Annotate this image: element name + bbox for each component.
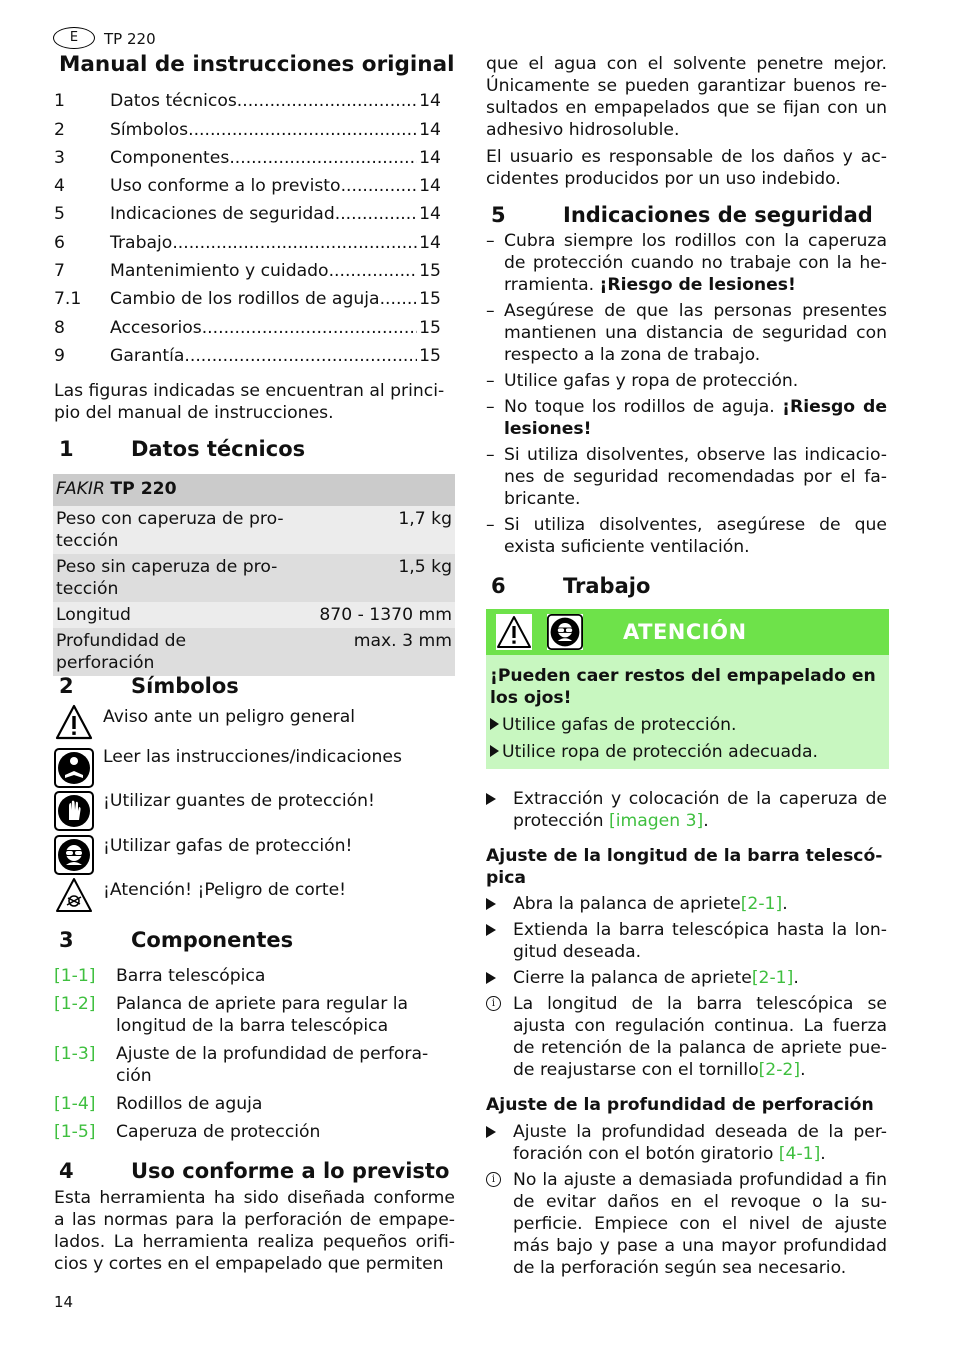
toc-page: 15 — [419, 318, 441, 338]
paragraph: que el agua con el solvente penetre mejor. Únicamente se pueden garantizar buenos re-sultados en empapelados que se fijan con un adhesivo hidrosoluble. — [486, 54, 887, 140]
toc-page: 15 — [419, 261, 441, 281]
header-model: TP 220 — [104, 30, 156, 48]
list-item: – Utilice gafas y ropa de protección. — [486, 370, 887, 392]
model-label: TP 220 — [110, 479, 177, 499]
toc-row[interactable] — [54, 174, 441, 196]
list-item: Abra la palanca de apriete[2-1]. — [486, 893, 887, 915]
list-item: – Cubra siempre los rodillos con la caperuza de protección cuando no trabaje con la he-rramienta. ¡Riesgo de lesiones! — [486, 230, 887, 296]
list-item: [1-5] Caperuza de protección — [54, 1122, 321, 1142]
step-list — [486, 893, 887, 1081]
warning-title: ATENCIÓN — [623, 620, 747, 644]
toc-page: 14 — [419, 120, 441, 140]
toc-title: Datos técnicos — [110, 91, 237, 111]
subsection-heading: Ajuste de la longitud de la barra telescó-pica — [486, 846, 883, 888]
toc-row[interactable] — [54, 202, 441, 224]
toc-page: 15 — [419, 289, 441, 309]
symbol-label: Aviso ante un peligro general — [103, 707, 356, 727]
symbol-label: Leer las instrucciones/indicaciones — [103, 747, 402, 767]
figure-ref-link[interactable]: [1-3] — [54, 1044, 96, 1064]
toc-page: 14 — [419, 91, 441, 111]
toc-title: Garantía — [110, 346, 185, 366]
toc-num: 9 — [54, 346, 65, 366]
toc-page: 14 — [419, 233, 441, 253]
figure-ref-link[interactable]: [imagen 3] — [608, 811, 704, 831]
toc-row[interactable] — [54, 259, 441, 281]
symbol-label: ¡Utilizar gafas de protección! — [103, 836, 353, 856]
toc-title: Indicaciones de seguridad — [110, 204, 335, 224]
info-icon: i — [486, 996, 501, 1011]
figure-ref-link[interactable]: [2-1] — [751, 968, 794, 988]
toc-num: 2 — [54, 120, 65, 140]
list-item: Extracción y colocación de la caperuza de protección [imagen 3]. — [486, 788, 887, 832]
toc-num: 3 — [54, 148, 65, 168]
warning-header — [486, 609, 889, 655]
figure-ref-link[interactable]: [4-1] — [778, 1144, 821, 1164]
list-item: [1-1] Barra telescópica — [54, 966, 266, 986]
safety-list — [486, 230, 887, 558]
toc-title: Símbolos — [110, 120, 189, 140]
table-row: Profundidad de perforación max. 3 mm — [53, 628, 455, 676]
table-header-row — [53, 474, 455, 506]
toc-row[interactable] — [54, 316, 441, 338]
section-heading: 4 Uso conforme a lo previsto — [59, 1159, 450, 1183]
goggles-icon — [547, 614, 583, 650]
section-heading: 6 Trabajo — [491, 574, 651, 598]
paragraph: El usuario es responsable de los daños y ac-cidentes producidos por un uso indebido. — [486, 147, 887, 189]
warning-item: Utilice ropa de protección adecuada. — [490, 741, 886, 763]
components-list — [54, 965, 454, 1143]
step-list — [486, 1121, 887, 1279]
section-heading: 1 Datos técnicos — [59, 437, 306, 461]
toc-num: 8 — [54, 318, 65, 338]
warning-triangle-icon — [55, 704, 93, 745]
list-item: [1-3] Ajuste de la profundidad de perfora-ción — [54, 1044, 429, 1086]
info-note: i No la ajuste a demasiada profundidad a fin de evitar daños en el revoque o la su-perficie. Empiece con el nivel de ajuste más bajo y pase a una mayor profundidad de la perforación según sea necesario. — [486, 1169, 887, 1279]
toc-title: Componentes — [110, 148, 230, 168]
symbol-label: ¡Atención! ¡Peligro de corte! — [103, 880, 347, 900]
list-item: Ajuste la profundidad deseada de la per-foración con el botón giratorio [4-1]. — [486, 1121, 887, 1165]
section-heading: 3 Componentes — [59, 928, 294, 952]
list-item: – Si utiliza disolventes, asegúrese de que exista suficiente ventilación. — [486, 514, 887, 558]
cut-hazard-icon — [55, 877, 93, 918]
figure-ref-link[interactable]: [2-2] — [758, 1060, 801, 1080]
figure-ref-link[interactable]: [1-5] — [54, 1122, 96, 1142]
toc-num: 1 — [54, 91, 65, 111]
list-item: – No toque los rodillos de aguja. ¡Riesgo de lesiones! — [486, 396, 887, 440]
figure-ref-link[interactable]: [1-2] — [54, 994, 96, 1014]
table-row: Peso sin caperuza de pro-tección 1,5 kg — [53, 554, 455, 602]
toc-title: Trabajo — [110, 233, 173, 253]
brand-label: FAKIR — [56, 479, 105, 499]
list-item: – Si utiliza disolventes, observe las indicacio-nes de seguridad recomendadas por el fa-bricante. — [486, 444, 887, 510]
toc-title: Mantenimiento y cuidado — [110, 261, 329, 281]
list-item: Cierre la palanca de apriete[2-1]. — [486, 967, 887, 989]
toc-page: 14 — [419, 204, 441, 224]
toc-row[interactable] — [54, 344, 441, 366]
symbol-label: ¡Utilizar guantes de protección! — [103, 791, 375, 811]
warning-triangle-icon — [496, 614, 532, 650]
section-heading: 2 Símbolos — [59, 674, 239, 698]
list-item: [1-2] Palanca de apriete para regular la longitud de la barra telescópica — [54, 994, 409, 1036]
toc-num: 7.1 — [54, 289, 82, 309]
toc-row[interactable] — [54, 118, 441, 140]
list-item: Extienda la barra telescópica hasta la lon-gitud deseada. — [486, 919, 887, 963]
toc-num: 4 — [54, 176, 65, 196]
goggles-icon — [54, 835, 94, 880]
toc-num: 6 — [54, 233, 65, 253]
info-note: i La longitud de la barra telescópica se ajusta con regulación continua. La fuerza de retención de la palanca de apriete pue-de reajustarse con el tornillo[2-2]. — [486, 993, 887, 1081]
list-item: – Asegúrese de que las personas presentes mantienen una distancia de seguridad con respecto a la zona de trabajo. — [486, 300, 887, 366]
step-list — [486, 788, 887, 832]
toc-num: 5 — [54, 204, 65, 224]
page-number: 14 — [54, 1293, 74, 1311]
toc-page: 14 — [419, 148, 441, 168]
figure-ref-link[interactable]: [2-1] — [740, 894, 783, 914]
language-badge: E — [53, 27, 95, 49]
figures-note: Las figuras indicadas se encuentran al princi-pio del manual de instrucciones. — [54, 381, 445, 423]
table-row: Longitud 870 - 1370 mm — [53, 602, 455, 628]
toc-title: Cambio de los rodillos de aguja — [110, 289, 380, 309]
table-row: Peso con caperuza de pro-tección 1,7 kg — [53, 506, 455, 554]
page-title: Manual de instrucciones original — [59, 52, 455, 77]
gloves-icon — [54, 791, 94, 836]
toc-row[interactable] — [54, 146, 441, 168]
toc-title: Uso conforme a lo previsto — [110, 176, 341, 196]
toc-row[interactable] — [54, 231, 441, 253]
toc-row[interactable] — [54, 287, 441, 309]
list-item: [1-4] Rodillos de aguja — [54, 1094, 263, 1114]
read-manual-icon — [54, 748, 94, 793]
toc-title: Accesorios — [110, 318, 202, 338]
subsection-heading: Ajuste de la profundidad de perforación — [486, 1095, 874, 1115]
technical-data-table — [53, 474, 455, 676]
toc-row[interactable] — [54, 89, 441, 111]
toc-page: 15 — [419, 346, 441, 366]
paragraph: Esta herramienta ha sido diseñada conforme a las normas para la perforación de empape-lados. La herramienta realiza pequeños orifi-cios y cortes en el empapelado que permiten — [54, 1188, 455, 1274]
warning-box — [486, 609, 889, 769]
warning-text: ¡Pueden caer restos del empapelado en los ojos! — [490, 666, 876, 708]
section-heading: 5 Indicaciones de seguridad — [491, 203, 873, 227]
toc-page: 14 — [419, 176, 441, 196]
warning-item: Utilice gafas de protección. — [490, 714, 886, 736]
figure-ref-link[interactable]: [1-4] — [54, 1094, 96, 1114]
toc-num: 7 — [54, 261, 65, 281]
figure-ref-link[interactable]: [1-1] — [54, 966, 96, 986]
info-icon: i — [486, 1172, 501, 1187]
